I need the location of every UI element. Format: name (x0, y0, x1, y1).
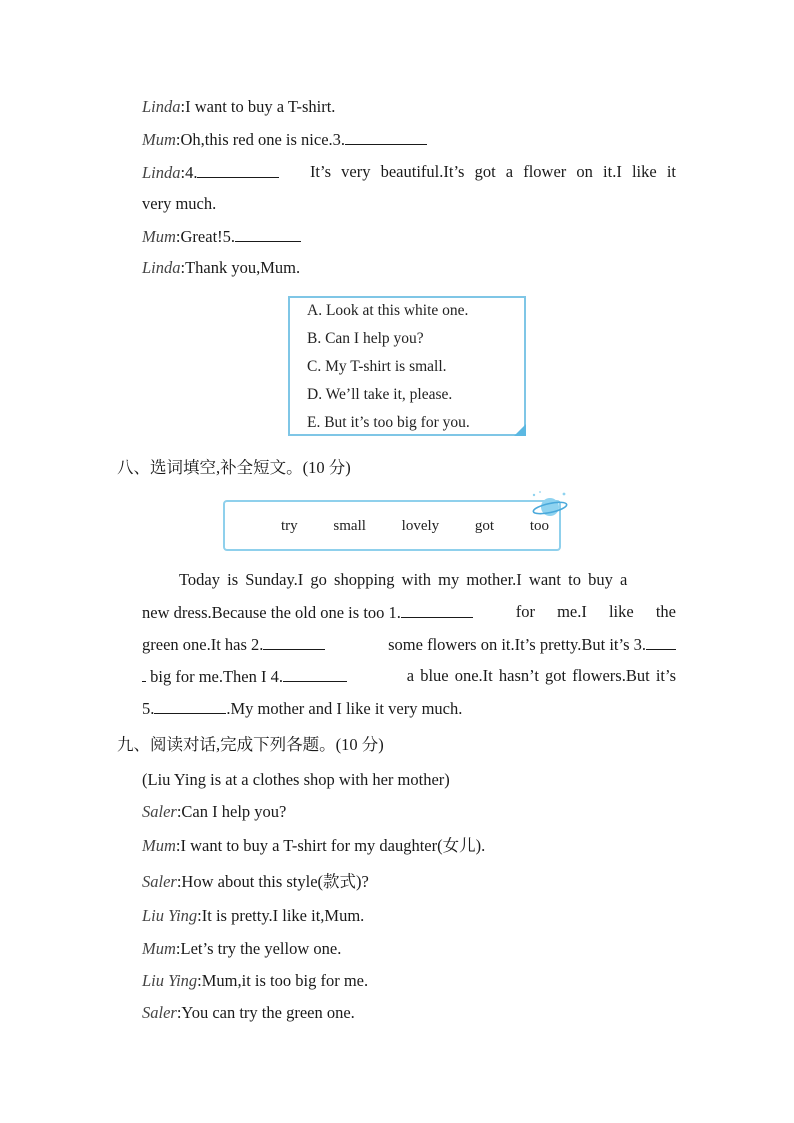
dialogue-text: :It is pretty.I like it,Mum. (197, 906, 365, 925)
speaker-name: Mum (142, 130, 176, 149)
dialogue-line (142, 129, 427, 150)
answer-blank-2[interactable] (263, 634, 325, 650)
option-e: E. But it’s too big for you. (307, 414, 470, 431)
speaker-name: Liu Ying (142, 906, 198, 925)
word-bank-item: try (281, 518, 298, 534)
dialogue-line (142, 194, 216, 214)
paragraph-line (179, 570, 676, 590)
folded-corner-icon (514, 424, 526, 436)
answer-blank-4[interactable] (197, 162, 279, 178)
paragraph-line (142, 698, 462, 719)
paragraph-text: Today is Sunday.I go shopping with my mother.I want to buy a (179, 570, 628, 589)
word-bank-item: too (529, 518, 550, 534)
section-heading: 九、阅读对话,完成下列各题。(10 分) (117, 735, 384, 754)
speaker-name: Linda (142, 97, 181, 116)
speaker-name: Mum (142, 939, 176, 958)
options-box (288, 296, 526, 436)
word-bank-item: small (333, 518, 366, 534)
dialogue-text: :Great!5. (175, 227, 236, 246)
dialogue-text: :Thank you,Mum. (180, 258, 301, 277)
speaker-name: Saler (142, 872, 177, 891)
dialogue-text: :I want to buy a T-shirt. (180, 97, 336, 116)
dialogue-line (142, 162, 676, 183)
dialogue-intro: (Liu Ying is at a clothes shop with her mother) (142, 770, 450, 789)
paragraph-text: big for me.Then I 4. (150, 667, 284, 686)
dialogue-line (142, 258, 300, 278)
dialogue-line (142, 1003, 355, 1023)
dialogue-text: :I want to buy a T-shirt for my daughter(女儿). (175, 836, 486, 855)
paragraph-text: a blue one.It hasn’t got flowers.But it’s (406, 666, 676, 685)
section-heading: 八、选词填空,补全短文。(10 分) (117, 458, 351, 477)
paragraph-text: 5. (142, 699, 155, 718)
answer-blank-1[interactable] (401, 602, 473, 618)
dialogue-text: :Let’s try the yellow one. (175, 939, 342, 958)
dialogue-text: :How about this style(款式)? (176, 872, 369, 891)
dialogue-line (142, 939, 341, 959)
option-c: C. My T-shirt is small. (307, 358, 447, 375)
paragraph-text: new dress.Because the old one is too 1. (142, 603, 401, 622)
dialogue-line (142, 802, 286, 822)
dialogue-line (142, 872, 369, 892)
dialogue-line (142, 226, 301, 247)
word-bank (281, 518, 565, 535)
answer-blank-3[interactable] (345, 129, 427, 145)
answer-blank-5[interactable] (235, 226, 301, 242)
answer-blank-4[interactable] (283, 666, 347, 682)
speaker-name: Liu Ying (142, 971, 198, 990)
dialogue-text: :Can I help you? (176, 802, 287, 821)
dialogue-line (142, 97, 335, 117)
answer-blank-3-cont (142, 666, 146, 682)
speaker-name: Mum (142, 227, 176, 246)
speaker-name: Mum (142, 836, 176, 855)
dialogue-line (142, 906, 364, 926)
word-bank-item: lovely (401, 518, 440, 534)
dialogue-text: :Oh,this red one is nice.3. (175, 130, 346, 149)
option-b: B. Can I help you? (307, 330, 424, 347)
paragraph-line (142, 602, 676, 623)
planet-icon (528, 490, 572, 524)
answer-blank-5[interactable] (154, 698, 226, 714)
dialogue-line (142, 971, 368, 991)
answer-blank-3[interactable] (646, 634, 676, 650)
dialogue-line (142, 836, 485, 856)
option-a: A. Look at this white one. (307, 302, 469, 319)
paragraph-text: .My mother and I like it very much. (226, 699, 463, 718)
dialogue-text: very much. (142, 194, 217, 213)
dialogue-text: :4. (180, 163, 198, 182)
speaker-name: Linda (142, 258, 181, 277)
dialogue-text: :You can try the green one. (176, 1003, 355, 1022)
speaker-name: Saler (142, 802, 177, 821)
paragraph-text: some flowers on it.It’s pretty.But it’s 3. (388, 635, 646, 654)
speaker-name: Linda (142, 163, 181, 182)
paragraph-text: green one.It has 2. (142, 635, 264, 654)
dialogue-text: :Mum,it is too big for me. (197, 971, 369, 990)
word-bank-item: got (474, 518, 495, 534)
paragraph-text: for me.I like the (515, 602, 676, 621)
option-d: D. We’ll take it, please. (307, 386, 453, 403)
dialogue-text: It’s very beautiful.It’s got a flower on it.I like it (309, 162, 676, 181)
paragraph-line (142, 666, 676, 687)
speaker-name: Saler (142, 1003, 177, 1022)
word-bank-box (223, 500, 561, 551)
paragraph-line (142, 634, 676, 655)
